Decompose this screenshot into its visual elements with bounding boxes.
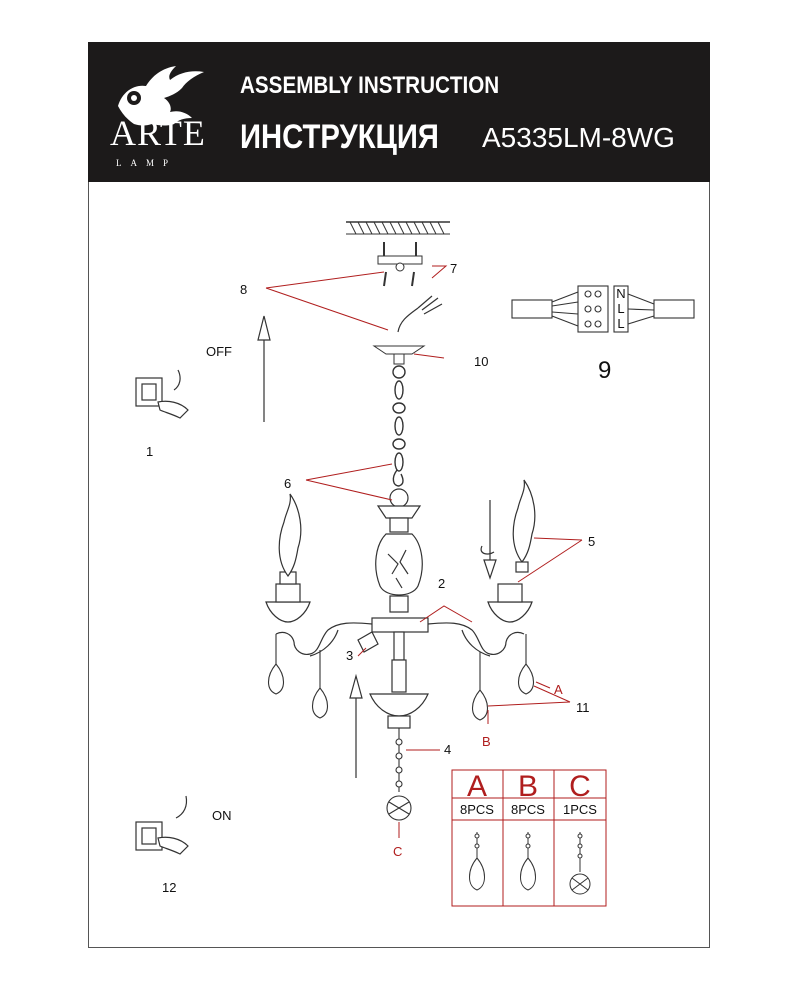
step-8-label: 8 [240, 282, 248, 297]
leader-lines [266, 266, 582, 838]
assembly-diagram [88, 182, 710, 948]
step-4-label: 4 [444, 742, 452, 757]
ceiling [346, 222, 450, 234]
parts-count-a: 8PCS [460, 802, 494, 817]
brand-name: ARTE [110, 113, 206, 153]
step-9-label: 9 [598, 357, 612, 384]
chandelier [266, 480, 535, 728]
step-12-label: 12 [162, 880, 177, 895]
parts-count-b: 8PCS [511, 802, 545, 817]
parts-count-c: 1PCS [563, 802, 597, 817]
pendant-c-tag: C [393, 844, 403, 859]
step-2-label: 2 [438, 576, 446, 591]
switch-on-icon [136, 796, 188, 854]
pendant-b-tag: B [482, 734, 491, 749]
step-10-label: 10 [474, 354, 489, 369]
terminal-letter: N [616, 286, 626, 301]
wires [398, 296, 442, 332]
switch-on-label: ON [212, 808, 232, 823]
step-6-label: 6 [284, 476, 292, 491]
step-3-label: 3 [346, 648, 354, 663]
switch-off-icon [136, 370, 188, 418]
model-number: A5335LM-8WG [482, 122, 675, 153]
down-arrow-bulb [481, 500, 496, 578]
canopy [374, 346, 424, 364]
terminal-letters [616, 286, 625, 331]
parts-letter-a: A [466, 770, 488, 803]
parts-letter-b: B [517, 770, 539, 803]
step-5-label: 5 [588, 534, 596, 549]
brand-subtitle: LAMP [116, 158, 178, 168]
pendant-a-tag: A [554, 682, 563, 697]
up-arrow-top [258, 316, 270, 422]
switch-off-label: OFF [206, 344, 232, 359]
step-11-label: 11 [576, 700, 590, 715]
chain [393, 366, 405, 486]
up-arrow-bottom [350, 676, 362, 778]
parts-table [452, 770, 606, 906]
wiring-diagram [512, 286, 694, 332]
bottom-pendant-c [387, 728, 411, 820]
title-english: ASSEMBLY INSTRUCTION [240, 72, 500, 99]
step-1-label: 1 [146, 444, 154, 459]
mounting-plate [378, 242, 422, 286]
title-russian: ИНСТРУКЦИЯ [240, 118, 439, 156]
step-7-label: 7 [450, 261, 458, 276]
terminal-letter: L [617, 301, 625, 316]
terminal-letter: L [617, 316, 625, 331]
parts-letter-c: C [569, 770, 591, 803]
